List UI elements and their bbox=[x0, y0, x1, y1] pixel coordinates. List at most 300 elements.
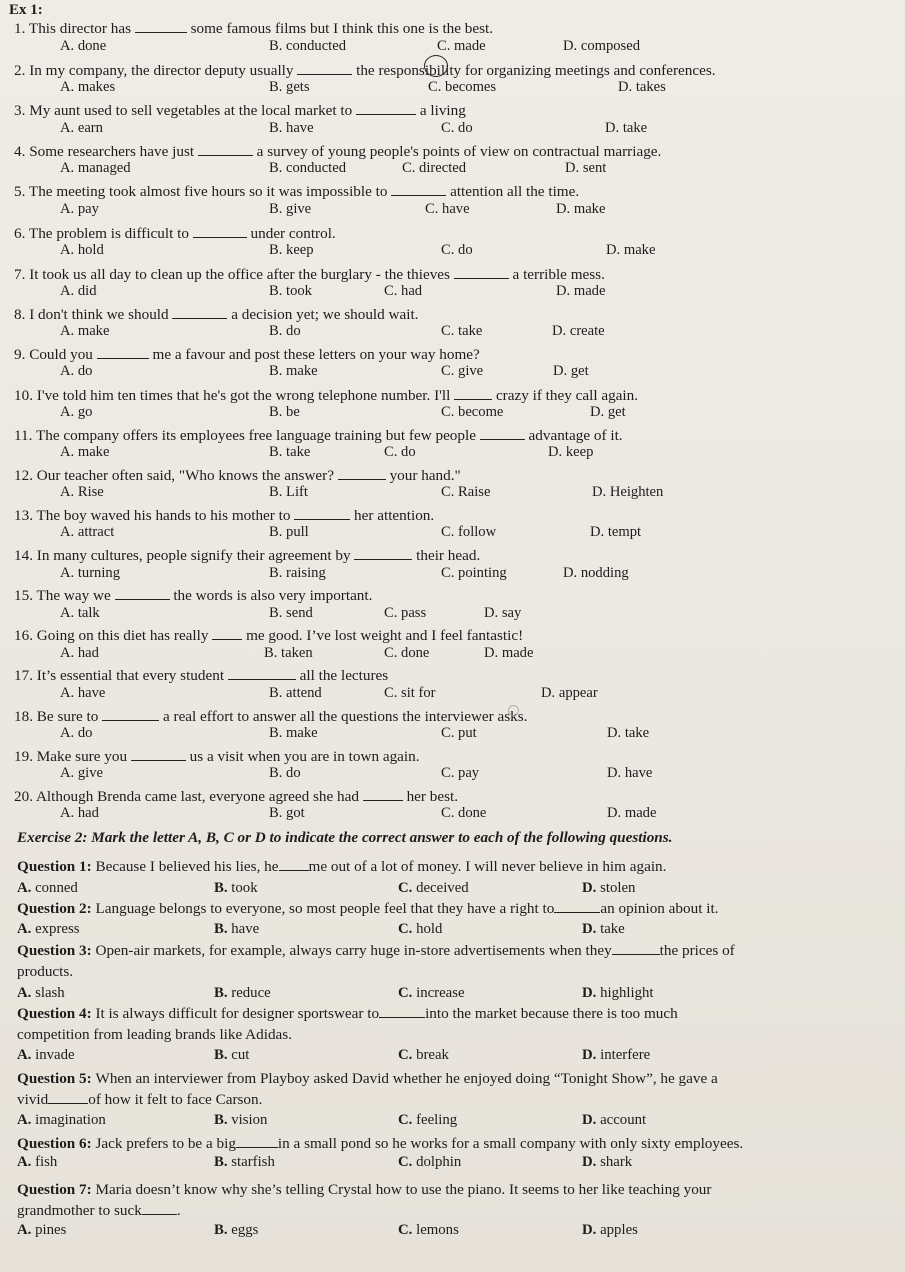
question-11 bbox=[14, 427, 623, 445]
option-letter: A. bbox=[17, 1222, 36, 1238]
option-letter: D. bbox=[582, 921, 601, 937]
option-b[interactable]: B. take bbox=[269, 444, 311, 460]
option-letter: A. bbox=[17, 1112, 36, 1128]
option-c[interactable]: C. done bbox=[441, 805, 487, 821]
ex2-question-1 bbox=[17, 858, 666, 876]
option-letter: C. bbox=[398, 921, 417, 937]
ex2-question-3 bbox=[17, 942, 735, 960]
option-text: lemons bbox=[416, 1222, 459, 1238]
answer-blank[interactable] bbox=[454, 266, 509, 279]
answer-blank[interactable] bbox=[612, 942, 660, 955]
question-label: Question 2: bbox=[17, 900, 96, 917]
option-a[interactable]: A. makes bbox=[60, 79, 116, 95]
option-text: apples bbox=[600, 1222, 638, 1238]
option-c[interactable] bbox=[398, 1047, 449, 1064]
option-b[interactable] bbox=[214, 1222, 258, 1239]
question-text: Maria doesn’t know why she’s telling Crystal how to use the piano. It seems to her like teaching your bbox=[95, 1181, 712, 1198]
question-text-continued: in a small pond so he works for a small company with only sixty employees. bbox=[277, 1135, 744, 1152]
answer-blank[interactable] bbox=[172, 306, 227, 319]
option-b[interactable]: B. keep bbox=[269, 242, 314, 258]
answer-blank[interactable] bbox=[102, 708, 159, 721]
ex2-question-4-line-2 bbox=[17, 1026, 292, 1044]
answer-blank[interactable] bbox=[135, 20, 187, 33]
option-c[interactable]: C. pay bbox=[441, 765, 480, 781]
option-b[interactable]: B. send bbox=[269, 605, 313, 621]
question-text: I don't think we should bbox=[29, 306, 173, 323]
option-c[interactable]: C. had bbox=[384, 283, 423, 299]
question-label: Question 4: bbox=[17, 1005, 96, 1022]
option-text: hold bbox=[416, 921, 443, 937]
option-text: imagination bbox=[35, 1112, 106, 1128]
option-b[interactable]: B. give bbox=[269, 201, 312, 217]
answer-blank[interactable] bbox=[236, 1135, 278, 1148]
option-text: dolphin bbox=[416, 1154, 462, 1170]
question-label: Question 3: bbox=[17, 942, 96, 959]
option-b[interactable] bbox=[214, 921, 259, 938]
option-c[interactable]: C. Raise bbox=[441, 484, 491, 500]
question-text: Make sure you bbox=[36, 748, 131, 765]
answer-blank[interactable] bbox=[131, 748, 186, 761]
question-text: Because I believed his lies, he bbox=[95, 858, 279, 875]
option-letter: B. bbox=[214, 1154, 232, 1170]
ex2-question-2 bbox=[17, 900, 718, 918]
question-4 bbox=[14, 143, 661, 161]
question-text: The problem is difficult to bbox=[28, 225, 193, 242]
option-a[interactable]: A. managed bbox=[60, 160, 131, 176]
question-text-continued: a terrible mess. bbox=[508, 266, 605, 283]
question-text: The way we bbox=[36, 587, 115, 604]
option-letter: A. bbox=[17, 1154, 36, 1170]
option-letter: D. bbox=[582, 985, 601, 1001]
option-a[interactable]: A. make bbox=[60, 444, 110, 460]
option-a[interactable]: A. give bbox=[60, 765, 103, 781]
answer-blank[interactable] bbox=[356, 102, 416, 115]
question-number: 20. bbox=[14, 788, 36, 805]
option-letter: A. bbox=[17, 1047, 36, 1063]
option-a[interactable]: A. do bbox=[60, 363, 93, 379]
question-text: Some researchers have just bbox=[29, 143, 198, 160]
question-text-continued: products. bbox=[17, 963, 74, 980]
question-number: 6. bbox=[14, 225, 29, 242]
ex2-question-7 bbox=[17, 1181, 711, 1199]
question-text-continued: her best. bbox=[402, 788, 459, 805]
question-number: 15. bbox=[14, 587, 37, 604]
option-a[interactable]: A. pay bbox=[60, 201, 99, 217]
question-text: vivid bbox=[17, 1091, 49, 1108]
option-d[interactable] bbox=[582, 1047, 650, 1064]
question-text-continued: crazy if they call again. bbox=[492, 387, 639, 404]
option-a[interactable]: A. make bbox=[60, 323, 110, 339]
question-3 bbox=[14, 102, 466, 120]
option-c[interactable]: C. sit for bbox=[384, 685, 436, 701]
option-d[interactable]: D. say bbox=[484, 605, 522, 621]
option-c[interactable]: C. do bbox=[441, 242, 473, 258]
ex2-question-6 bbox=[17, 1135, 743, 1153]
question-text-continued: me out of a lot of money. I will never believe in him again. bbox=[308, 858, 667, 875]
option-a[interactable] bbox=[17, 1222, 66, 1239]
option-d[interactable]: D. made bbox=[607, 805, 657, 821]
question-text: Jack prefers to be a big bbox=[95, 1135, 236, 1152]
option-c[interactable]: C. becomes bbox=[428, 79, 497, 95]
option-b[interactable] bbox=[214, 880, 258, 897]
question-text-continued: . bbox=[176, 1202, 181, 1219]
option-c[interactable]: C. do bbox=[384, 444, 416, 460]
option-a[interactable]: A. have bbox=[60, 685, 106, 701]
question-10 bbox=[14, 387, 638, 405]
option-b[interactable]: B. raising bbox=[269, 565, 326, 581]
question-number: 17. bbox=[14, 667, 37, 684]
option-d[interactable] bbox=[582, 880, 635, 897]
option-b[interactable]: B. do bbox=[269, 323, 301, 339]
question-text-continued: of how it felt to face Carson. bbox=[88, 1091, 263, 1108]
option-b[interactable]: B. Lift bbox=[269, 484, 308, 500]
question-text: When an interviewer from Playboy asked David whether he enjoyed doing “Tonight Show”, he gave a bbox=[95, 1070, 718, 1087]
answer-circle-mark bbox=[424, 55, 448, 77]
question-text-continued: all the lectures bbox=[295, 667, 389, 684]
option-a[interactable]: A. go bbox=[60, 404, 93, 420]
answer-blank[interactable] bbox=[554, 900, 600, 913]
answer-blank[interactable] bbox=[480, 427, 525, 440]
option-letter: A. bbox=[17, 880, 36, 896]
question-text: In my company, the director deputy usually bbox=[29, 62, 298, 79]
question-text: Could you bbox=[29, 346, 97, 363]
question-6 bbox=[14, 225, 336, 243]
answer-blank[interactable] bbox=[297, 62, 352, 75]
pencil-mark bbox=[508, 705, 519, 716]
answer-blank[interactable] bbox=[198, 143, 253, 156]
question-text-continued: the responsibility for organizing meetings and conferences. bbox=[352, 62, 716, 79]
option-d[interactable] bbox=[582, 985, 654, 1002]
question-20 bbox=[14, 788, 458, 806]
option-a[interactable]: A. had bbox=[60, 805, 99, 821]
option-c[interactable]: C. done bbox=[384, 645, 430, 661]
option-text: take bbox=[600, 921, 625, 937]
question-text: Be sure to bbox=[36, 708, 103, 725]
option-letter: B. bbox=[214, 1112, 232, 1128]
option-b[interactable]: B. conducted bbox=[269, 38, 347, 54]
question-1 bbox=[14, 20, 493, 38]
ex2-question-5 bbox=[17, 1070, 718, 1088]
question-text-continued: under control. bbox=[246, 225, 336, 242]
option-d[interactable]: D. make bbox=[556, 201, 606, 217]
option-d[interactable]: D. create bbox=[552, 323, 605, 339]
option-letter: C. bbox=[398, 1112, 417, 1128]
option-text: fish bbox=[35, 1154, 58, 1170]
question-number: 18. bbox=[14, 708, 37, 725]
option-b[interactable]: B. make bbox=[269, 725, 318, 741]
option-c[interactable] bbox=[398, 921, 442, 938]
option-a[interactable]: A. had bbox=[60, 645, 99, 661]
option-b[interactable]: B. taken bbox=[264, 645, 313, 661]
question-text-continued: your hand." bbox=[385, 467, 461, 484]
option-b[interactable]: B. gets bbox=[269, 79, 310, 95]
question-text-continued: me good. I’ve lost weight and I feel fantastic! bbox=[242, 627, 524, 644]
option-d[interactable]: D. appear bbox=[541, 685, 598, 701]
option-a[interactable] bbox=[17, 880, 78, 897]
answer-blank[interactable] bbox=[354, 547, 412, 560]
option-d[interactable]: D. take bbox=[605, 120, 648, 136]
option-b[interactable]: B. took bbox=[269, 283, 312, 299]
option-letter: C. bbox=[398, 1154, 417, 1170]
question-text-continued: her attention. bbox=[350, 507, 435, 524]
answer-blank[interactable] bbox=[391, 183, 446, 196]
question-7 bbox=[14, 266, 605, 284]
option-text: cut bbox=[231, 1047, 250, 1063]
question-number: 13. bbox=[14, 507, 37, 524]
option-text: took bbox=[231, 880, 258, 896]
option-d[interactable]: D. have bbox=[607, 765, 653, 781]
option-c[interactable]: C. have bbox=[425, 201, 470, 217]
option-c[interactable]: C. take bbox=[441, 323, 483, 339]
option-b[interactable] bbox=[214, 1154, 275, 1171]
option-d[interactable] bbox=[582, 1222, 638, 1239]
question-text: The boy waved his hands to his mother to bbox=[36, 507, 295, 524]
answer-blank[interactable] bbox=[97, 346, 149, 359]
question-text: Language belongs to everyone, so most people feel that they have a right to bbox=[95, 900, 555, 917]
option-d[interactable]: D. get bbox=[590, 404, 626, 420]
option-d[interactable]: D. keep bbox=[548, 444, 594, 460]
option-c[interactable]: C. directed bbox=[402, 160, 467, 176]
answer-blank[interactable] bbox=[115, 587, 170, 600]
option-letter: B. bbox=[214, 880, 232, 896]
question-number: 9. bbox=[14, 346, 30, 363]
option-c[interactable] bbox=[398, 880, 469, 897]
question-text-continued: their head. bbox=[412, 547, 481, 564]
answer-blank[interactable] bbox=[48, 1091, 88, 1104]
option-letter: C. bbox=[398, 985, 417, 1001]
question-text: It took us all day to clean up the office after the burglary - the thieves bbox=[29, 266, 454, 283]
question-text-continued: a decision yet; we should wait. bbox=[227, 306, 419, 323]
option-d[interactable]: D. get bbox=[553, 363, 589, 379]
option-d[interactable]: D. made bbox=[556, 283, 606, 299]
ex2-question-5-line-2 bbox=[17, 1091, 262, 1109]
answer-blank[interactable] bbox=[454, 387, 492, 400]
option-text: have bbox=[231, 921, 260, 937]
option-a[interactable]: A. attract bbox=[60, 524, 115, 540]
option-b[interactable]: B. have bbox=[269, 120, 314, 136]
option-c[interactable] bbox=[398, 1222, 459, 1239]
option-d[interactable]: D. make bbox=[606, 242, 656, 258]
option-text: pines bbox=[35, 1222, 67, 1238]
question-15 bbox=[14, 587, 372, 605]
question-text-continued: into the market because there is too much bbox=[425, 1005, 678, 1022]
option-letter: C. bbox=[398, 1047, 417, 1063]
option-b[interactable] bbox=[214, 1047, 249, 1064]
option-d[interactable]: D. tempt bbox=[590, 524, 642, 540]
ex2-question-3-line-2 bbox=[17, 963, 73, 981]
option-text: invade bbox=[35, 1047, 75, 1063]
question-text: Going on this diet has really bbox=[36, 627, 213, 644]
question-text-continued: an opinion about it. bbox=[600, 900, 719, 917]
question-number: 10. bbox=[14, 387, 37, 404]
question-text: I've told him ten times that he's got the wrong telephone number. I'll bbox=[36, 387, 455, 404]
option-letter: B. bbox=[214, 1047, 232, 1063]
question-label: Question 7: bbox=[17, 1181, 96, 1198]
option-letter: D. bbox=[582, 1154, 601, 1170]
option-text: feeling bbox=[416, 1112, 458, 1128]
question-text: Our teacher often said, "Who knows the answer? bbox=[36, 467, 338, 484]
option-text: vision bbox=[231, 1112, 268, 1128]
option-c[interactable]: C. follow bbox=[441, 524, 497, 540]
option-letter: A. bbox=[17, 985, 36, 1001]
option-c[interactable]: C. give bbox=[441, 363, 484, 379]
option-a[interactable] bbox=[17, 985, 65, 1002]
question-text: My aunt used to sell vegetables at the local market to bbox=[29, 102, 357, 119]
option-letter: D. bbox=[582, 1222, 601, 1238]
option-c[interactable] bbox=[398, 1112, 457, 1129]
question-number: 5. bbox=[14, 183, 29, 200]
question-8 bbox=[14, 306, 418, 324]
question-number: 4. bbox=[14, 143, 30, 160]
option-b[interactable]: B. conducted bbox=[269, 160, 347, 176]
option-c[interactable]: C. do bbox=[441, 120, 473, 136]
option-a[interactable] bbox=[17, 1047, 75, 1064]
option-d[interactable] bbox=[582, 921, 625, 938]
option-b[interactable]: B. be bbox=[269, 404, 300, 420]
question-text: The meeting took almost five hours so it was impossible to bbox=[28, 183, 392, 200]
question-number: 16. bbox=[14, 627, 37, 644]
option-a[interactable] bbox=[17, 921, 79, 938]
question-text-continued: the prices of bbox=[659, 942, 735, 959]
option-text: express bbox=[35, 921, 80, 937]
option-a[interactable]: A. did bbox=[60, 283, 97, 299]
option-b[interactable]: B. make bbox=[269, 363, 318, 379]
question-text-continued: a survey of young people's points of view on contractual marriage. bbox=[252, 143, 662, 160]
answer-blank[interactable] bbox=[294, 507, 350, 520]
option-text: slash bbox=[35, 985, 65, 1001]
option-d[interactable]: D. Heighten bbox=[592, 484, 664, 500]
question-number: 14. bbox=[14, 547, 37, 564]
question-number: 3. bbox=[14, 102, 30, 119]
option-letter: C. bbox=[398, 1222, 417, 1238]
option-text: eggs bbox=[231, 1222, 259, 1238]
option-letter: D. bbox=[582, 1047, 601, 1063]
option-a[interactable]: A. turning bbox=[60, 565, 120, 581]
option-d[interactable] bbox=[582, 1154, 632, 1171]
option-text: increase bbox=[416, 985, 465, 1001]
option-d[interactable]: D. take bbox=[607, 725, 650, 741]
question-text-continued: some famous films but I think this one is the best. bbox=[186, 20, 494, 37]
option-a[interactable]: A. done bbox=[60, 38, 107, 54]
option-text: starfish bbox=[231, 1154, 275, 1170]
question-19 bbox=[14, 748, 420, 766]
option-text: break bbox=[416, 1047, 449, 1063]
option-a[interactable]: A. talk bbox=[60, 605, 100, 621]
question-9 bbox=[14, 346, 480, 364]
answer-blank[interactable] bbox=[212, 627, 242, 640]
ex2-question-7-line-2 bbox=[17, 1202, 181, 1220]
question-text-continued: a real effort to answer all the questions the interviewer asks. bbox=[159, 708, 528, 725]
option-text: shark bbox=[600, 1154, 633, 1170]
question-text-continued: a living bbox=[416, 102, 466, 119]
exercise-2-heading: Exercise 2: Mark the letter A, B, C or D to indicate the correct answer to each of the following questions. bbox=[17, 829, 673, 846]
option-text: interfere bbox=[600, 1047, 651, 1063]
option-b[interactable] bbox=[214, 985, 271, 1002]
option-text: highlight bbox=[600, 985, 654, 1001]
option-b[interactable]: B. attend bbox=[269, 685, 322, 701]
question-text: grandmother to suck bbox=[17, 1202, 142, 1219]
question-text: The company offers its employees free language training but few people bbox=[35, 427, 480, 444]
option-a[interactable]: A. hold bbox=[60, 242, 104, 258]
answer-blank[interactable] bbox=[193, 225, 247, 238]
ex2-question-4 bbox=[17, 1005, 678, 1023]
option-d[interactable]: D. nodding bbox=[563, 565, 629, 581]
option-text: conned bbox=[35, 880, 78, 896]
question-5 bbox=[14, 183, 579, 201]
question-text-continued: us a visit when you are in town again. bbox=[185, 748, 420, 765]
answer-blank[interactable] bbox=[363, 788, 403, 801]
option-b[interactable]: B. got bbox=[269, 805, 305, 821]
question-label: Question 6: bbox=[17, 1135, 96, 1152]
question-17 bbox=[14, 667, 388, 685]
answer-blank[interactable] bbox=[142, 1202, 177, 1215]
question-number: 12. bbox=[14, 467, 37, 484]
question-number: 2. bbox=[14, 62, 30, 79]
question-14 bbox=[14, 547, 480, 565]
answer-blank[interactable] bbox=[279, 858, 309, 871]
option-letter: B. bbox=[214, 921, 232, 937]
question-12 bbox=[14, 467, 461, 485]
option-c[interactable]: C. made bbox=[437, 38, 486, 54]
option-b[interactable] bbox=[214, 1112, 267, 1129]
question-number: 11. bbox=[14, 427, 36, 444]
option-d[interactable]: D. made bbox=[484, 645, 534, 661]
option-a[interactable]: A. do bbox=[60, 725, 93, 741]
option-d[interactable]: D. sent bbox=[565, 160, 607, 176]
option-d[interactable]: D. composed bbox=[563, 38, 641, 54]
option-a[interactable] bbox=[17, 1112, 106, 1129]
option-b[interactable]: B. pull bbox=[269, 524, 309, 540]
answer-blank[interactable] bbox=[338, 467, 386, 480]
exercise-1-title: Ex 1: bbox=[9, 2, 43, 18]
option-a[interactable] bbox=[17, 1154, 57, 1171]
option-text: account bbox=[600, 1112, 647, 1128]
option-b[interactable]: B. do bbox=[269, 765, 301, 781]
option-letter: D. bbox=[582, 880, 601, 896]
option-c[interactable]: C. put bbox=[441, 725, 477, 741]
option-c[interactable]: C. pointing bbox=[441, 565, 507, 581]
option-text: reduce bbox=[231, 985, 271, 1001]
answer-blank[interactable] bbox=[228, 667, 296, 680]
question-13 bbox=[14, 507, 434, 525]
option-a[interactable]: A. earn bbox=[60, 120, 103, 136]
question-2 bbox=[14, 62, 716, 80]
option-d[interactable] bbox=[582, 1112, 646, 1129]
option-d[interactable]: D. takes bbox=[618, 79, 666, 95]
option-c[interactable] bbox=[398, 985, 465, 1002]
option-a[interactable]: A. Rise bbox=[60, 484, 104, 500]
question-number: 7. bbox=[14, 266, 30, 283]
option-letter: C. bbox=[398, 880, 417, 896]
question-text-continued: attention all the time. bbox=[446, 183, 580, 200]
question-text-continued: the words is also very important. bbox=[169, 587, 373, 604]
question-text: It is always difficult for designer sportswear to bbox=[95, 1005, 380, 1022]
question-number: 19. bbox=[14, 748, 37, 765]
question-18 bbox=[14, 708, 527, 726]
option-text: deceived bbox=[416, 880, 469, 896]
option-c[interactable]: C. pass bbox=[384, 605, 427, 621]
option-text: stolen bbox=[600, 880, 636, 896]
question-number: 1. bbox=[14, 20, 29, 37]
answer-blank[interactable] bbox=[379, 1005, 425, 1018]
question-text-continued: competition from leading brands like Adidas. bbox=[17, 1026, 293, 1043]
question-label: Question 5: bbox=[17, 1070, 96, 1087]
question-label: Question 1: bbox=[17, 858, 96, 875]
option-letter: D. bbox=[582, 1112, 601, 1128]
option-c[interactable]: C. become bbox=[441, 404, 504, 420]
question-16 bbox=[14, 627, 523, 645]
option-c[interactable] bbox=[398, 1154, 461, 1171]
